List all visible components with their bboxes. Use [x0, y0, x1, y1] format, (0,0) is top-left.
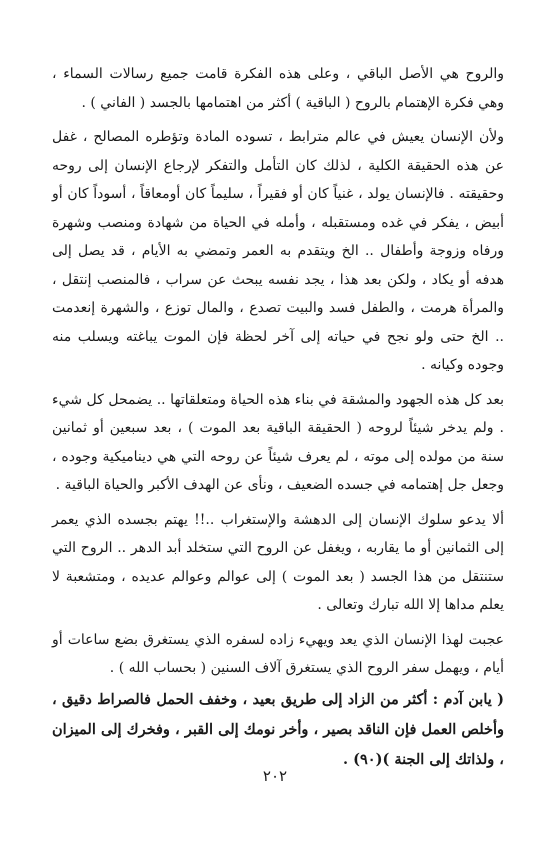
quote-paragraph: ( يابن آدم : أكثر من الزاد إلى طريق بعيد ، وخفف الحمل فالصراط دقيق ، وأخلص العمل فإن الناقد بصير ، وأخر نومك إلى القبر ، وفخرك إلى الميزان ، ولذاتك إلى الجنة )(٩٠) .	[52, 690, 504, 768]
paragraph-3: بعد كل هذه الجهود والمشقة في بناء هذه الحياة ومتعلقاتها .. يضمحل كل شيء . ولم يدخر شيئاً لروحه ( الحقيقة الباقية بعد الموت ) ، بعد سبعين أو ثمانين سنة من مولده إلى موته ، لم يعرف شيئاً عن روحه التي هي ديناميكية وجوده ، وجعل جل إهتمامه في جسده الضعيف ، ونأى عن الهدف الأكبر والحياة الباقية .	[52, 391, 504, 493]
page-body	[52, 60, 504, 781]
paragraph-1: والروح هي الأصل الباقي ، وعلى هذه الفكرة قامت جميع رسالات السماء ، وهي فكرة الإهتمام بالروح ( الباقية ) أكثر من اهتمامها بالجسد ( الفاني ) .	[52, 66, 504, 111]
page-number: ٢٠٢	[262, 767, 288, 785]
paragraph-5: عجبت لهذا الإنسان الذي يعد ويهيء زاده لسفره الذي يستغرق بضع ساعات أو أيام ، ويهمل سفر الروح الذي يستغرق آلاف السنين ( بحساب الله ) .	[52, 631, 504, 676]
paragraph-4: ألا يدعو سلوك الإنسان إلى الدهشة والإستغراب ..!! يهتم بجسده الذي يعمر إلى الثمانين أو ما يقاربه ، ويغفل عن الروح التي ستخلد أبد الدهر .. الروح التي ستنتقل من هذا الجسد ( بعد الموت ) إلى عوالم وعوالم عديده ، ومتشعبة لا يعلم مداها إلا الله تبارك وتعالى .	[52, 511, 504, 613]
paragraph-2: ولأن الإنسان يعيش في عالم مترابط ، تسوده المادة وتؤطره المصالح ، غفل عن هذه الحقيقة الكلية ، لذلك كان التأمل والتفكر لإرجاع الإنسان إلى روحه وحقيقته . فالإنسان يولد ، غنياً كان أو فقيراً ، سليماً كان أومعاقاً ، أسوداً كان أو أبيض ، يفكر في غده ومستقبله ، وأمله في الحياة من شهادة ومنصب وشهرة ورفاه وزوجة وأطفال .. الخ ويتقدم به العمر وتمضي به الأيام ، قد يصل إلى هدفه أو يكاد ، ولكن بعد هذا ، يجد نفسه يبحث عن سراب ، فالمنصب إنتقل ، والمرأة هرمت ، والطفل فسد والبيت تصدع ، والمال توزع ، والشهرة إنعدمت .. الخ حتى ولو نجح في حياته إلى آخر لحظة فإن الموت يباغته ويسلب منه وجوده وكيانه .	[52, 129, 504, 373]
